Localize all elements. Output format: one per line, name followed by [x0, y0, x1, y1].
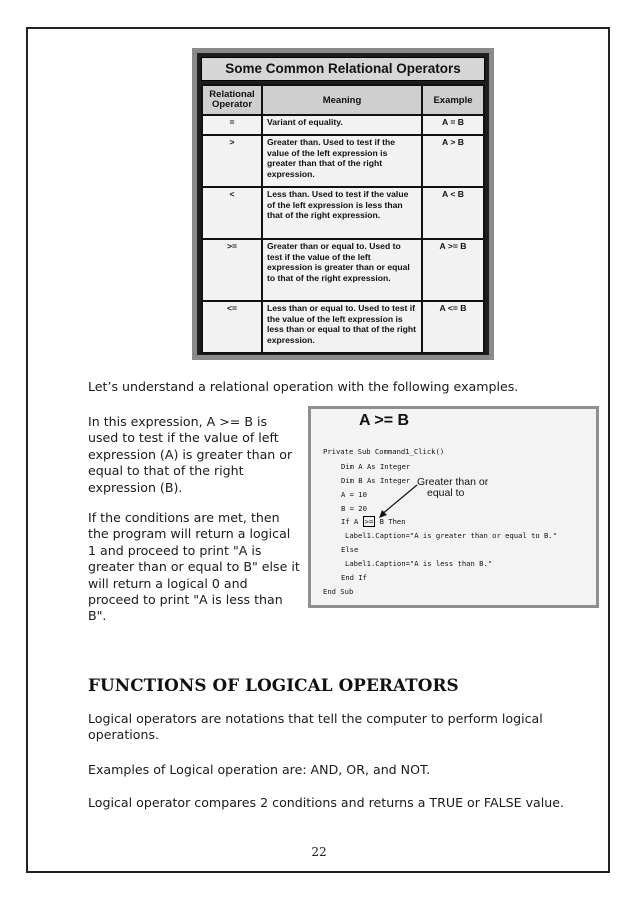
relational-operators-table [201, 84, 485, 354]
operator-cell: > [202, 135, 262, 187]
table-row [202, 187, 484, 239]
meaning-cell: Greater than or equal to. Used to test if the value of the left expression is greater than or equal to that of the right expression. [262, 239, 422, 301]
logical-operators-definition: Logical operators are notations that tell the computer to perform logical operations. [88, 711, 543, 743]
code-line: Label1.Caption="A is less than B." [345, 559, 493, 568]
callout-line: Greater than or [417, 476, 489, 488]
meaning-cell: Greater than. Used to test if the value of the left expression is greater than that of the right expression. [262, 135, 422, 187]
page-number: 22 [311, 845, 327, 859]
example-cell: A < B [422, 187, 484, 239]
code-line: A = 10 [341, 490, 367, 499]
logical-operator-comparison: Logical operator compares 2 conditions and returns a TRUE or FALSE value. [88, 795, 565, 810]
table-row [202, 239, 484, 301]
meaning-cell: Less than. Used to test if the value of the left expression is less than that of the right expression. [262, 187, 422, 239]
table-row [202, 115, 484, 135]
code-line: Private Sub Command1_Click() [323, 447, 445, 456]
meaning-cell: Variant of equality. [262, 115, 422, 135]
operator-cell: >= [202, 239, 262, 301]
conditions-paragraph: If the conditions are met, then the program will return a logical 1 and proceed to print "A is greater than or equal to B" else it will return a logical 0 and proceed to print "A is less than B". [88, 510, 300, 624]
table-header-row [202, 85, 484, 115]
code-line: Label1.Caption="A is greater than or equal to B." [345, 531, 558, 540]
code-figure-heading: A >= B [359, 412, 410, 429]
example-cell: A >= B [422, 239, 484, 301]
example-cell: A <= B [422, 301, 484, 353]
header-example: Example [422, 85, 484, 115]
code-line: B = 20 [341, 504, 367, 513]
code-line: Dim A As Integer [341, 462, 411, 471]
example-cell: A > B [422, 135, 484, 187]
code-line: Else [341, 545, 359, 554]
figure-title: Some Common Relational Operators [201, 57, 485, 81]
operator-highlight-box: >= [364, 517, 374, 526]
meaning-cell: Less than or equal to. Used to test if the value of the left expression is less than or equal to that of the right expression. [262, 301, 422, 353]
relational-operators-figure [192, 48, 494, 360]
header-meaning: Meaning [262, 85, 422, 115]
header-operator: Relational Operator [202, 85, 262, 115]
intro-paragraph: Let’s understand a relational operation with the following examples. [88, 379, 519, 394]
example-cell: A = B [422, 115, 484, 135]
callout-line: equal to [427, 487, 465, 499]
callout-arrow [311, 409, 596, 605]
operator-cell: <= [202, 301, 262, 353]
code-line: If A [341, 517, 359, 526]
logical-operation-examples: Examples of Logical operation are: AND, OR, and NOT. [88, 762, 431, 777]
code-line: End If [341, 573, 367, 582]
callout-label [417, 477, 488, 499]
table-row [202, 135, 484, 187]
section-heading: FUNCTIONS OF LOGICAL OPERATORS [88, 675, 459, 695]
expression-paragraph: In this expression, A >= B is used to test if the value of left expression (A) is greater than or equal to that of the right expression (B). [88, 414, 293, 495]
code-line: Dim B As Integer [341, 476, 411, 485]
table-row [202, 301, 484, 353]
operator-cell: < [202, 187, 262, 239]
code-line: B Then [379, 517, 406, 526]
operator-cell: = [202, 115, 262, 135]
code-example-figure [308, 406, 599, 608]
code-line: End Sub [323, 587, 354, 596]
